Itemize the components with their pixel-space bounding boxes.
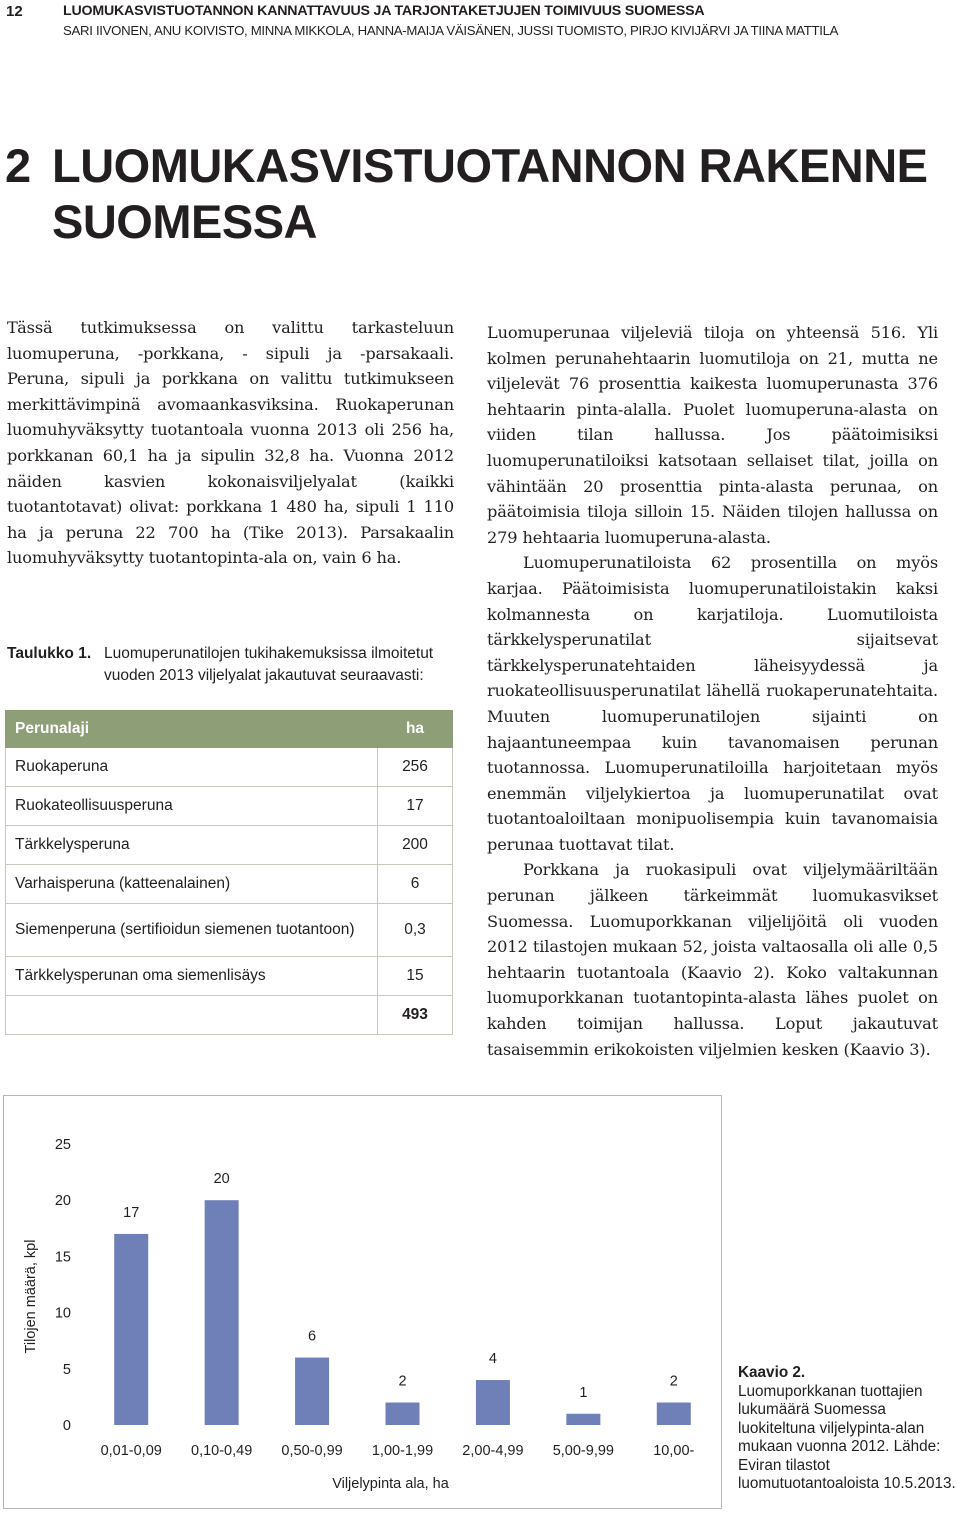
x-tick-label: 1,00-1,99 [371, 1443, 434, 1459]
table-cell-name: Varhaisperuna (katteenalainen) [6, 865, 378, 904]
table-row [6, 957, 453, 996]
x-tick-label: 5,00-9,99 [552, 1443, 614, 1459]
y-tick-label: 10 [54, 1305, 71, 1322]
bar [114, 1234, 148, 1425]
table-caption-text: Luomuperunatilojen tukihakemuksissa ilmoitetut vuoden 2013 viljelyalat jakautuvat seuraavasti: [104, 645, 434, 684]
left-body-text: Tässä tutkimuksessa on valittu tarkasteluun luomuperuna, -porkkana, - sipuli ja -parsakaali. Peruna, sipuli ja porkkana on valittu tutkimukseen merkittävimpinä avomaankasviksina. Ruokaperunan luomuhyväksytty tuotantoala vuonna 2013 oli 256 ha, porkkanan 60,1 ha ja sipulin 32,8 ha. Vuonna 2012 näiden kasvien kokonaisviljelyalat (kaikki tuotantotavat) olivat: porkkana 1 480 ha, sipuli 1 110 ha ja peruna 22 700 ha (Tike 2013). Parsakaalin luomuhyväksytty tuotantopinta-ala on, vain 6 ha. [7, 318, 454, 568]
bar-value-label: 17 [123, 1204, 140, 1221]
page-number: 12 [6, 3, 23, 20]
bar [476, 1380, 510, 1425]
right-body-text [487, 320, 938, 1062]
bar [386, 1403, 420, 1425]
bar [295, 1358, 329, 1425]
table-row [6, 748, 453, 787]
chapter-heading [5, 138, 928, 250]
chart-caption-label: Kaavio 2. [738, 1364, 806, 1381]
bar-value-label: 20 [213, 1171, 230, 1188]
running-authors: SARI IIVONEN, ANU KOIVISTO, MINNA MIKKOLA, HANNA-MAIJA VÄISÄNEN, JUSSI TUOMISTO, PIRJO KIVIJÄRVI JA TIINA MATTILA [63, 23, 839, 38]
potato-area-table [5, 710, 453, 1035]
table-cell-name: Siemenperuna (sertifioidun siemenen tuotantoon) [6, 904, 378, 957]
chapter-number: 2 [5, 139, 31, 192]
chapter-title-line2: SUOMESSA [52, 195, 317, 248]
table-cell-name: Tärkkelysperuna [6, 826, 378, 865]
y-tick-label: 25 [54, 1137, 71, 1153]
bar [657, 1403, 691, 1425]
x-tick-label: 2,00-4,99 [462, 1443, 524, 1459]
table-cell-value: 200 [378, 826, 453, 865]
table-cell-value: 6 [378, 865, 453, 904]
chart-caption [738, 1364, 960, 1494]
table-header-row [6, 711, 453, 748]
table-caption [7, 643, 452, 687]
table-cell-name: Ruokateollisuusperuna [6, 787, 378, 826]
table-row [6, 826, 453, 865]
chart-frame [3, 1095, 722, 1509]
y-axis-label: Tilojen määrä, kpl [23, 1239, 39, 1354]
y-tick-label: 20 [54, 1193, 71, 1210]
table-header-ha: ha [378, 711, 453, 748]
table-row [6, 865, 453, 904]
chapter-title-line1: LUOMUKASVISTUOTANNON RAKENNE [52, 139, 928, 192]
x-tick-label: 0,01-0,09 [100, 1443, 162, 1459]
table-total-row [6, 996, 453, 1035]
bar-value-label: 4 [488, 1351, 497, 1368]
bar-chart [4, 1096, 723, 1510]
table-cell-name: Ruokaperuna [6, 748, 378, 787]
bar-value-label: 6 [308, 1328, 317, 1345]
y-tick-label: 15 [54, 1249, 71, 1266]
chart-caption-text: Luomuporkkanan tuottajien lukumäärä Suomessa luokiteltuna viljelypinta-alan mukaan vuonna 2012. Lähde: Eviran tilastot luomutuotantoaloista 10.5.2013. [738, 1382, 956, 1492]
right-paragraph-1: Luomuperunaa viljeleviä tiloja on yhteensä 516. Yli kolmen perunahehtaarin luomutiloja on 21, mutta ne viljelevät 76 prosenttia kaikesta luomuperunasta 376 hehtaarin pinta-alalla. Puolet luomuperuna-alasta on viiden tilan hallussa. Jos päätoimisiksi luomuperunatiloiksi katsotaan sellaiset tilat, joilla on vähintään 20 prosenttia pinta-alasta perunaa, on päätoimisia tiloja silloin 15. Näiden tilojen hallussa on 279 hehtaaria luomuperuna-alasta. [487, 323, 938, 547]
running-title: LUOMUKASVISTUOTANNON KANNATTAVUUS JA TARJONTAKETJUJEN TOIMIVUUS SUOMESSA [63, 3, 705, 19]
bar [566, 1414, 600, 1425]
y-tick-label: 0 [62, 1418, 71, 1434]
right-paragraph-2: Luomuperunatiloista 62 prosentilla on myös karjaa. Päätoimisista luomuperunatiloistakin kaksi kolmannesta on karjatiloja. Luomutiloista tärkkelysperunatilat sijaitsevat tärkkelysperunatehtaiden läheisyydessä ja ruokateollisuusperunatilat lähellä ruokaperunatehtaita. Muuten luomuperunatilojen sijainti on hajaantuneempaa kuin tavanomaisen perunan tuotannossa. Luomuperunatiloilla harjoitetaan myös enemmän viljelykiertoa ja luomuperunatilat ovat tuotantoaloiltaan monipuolisempia kuin tavanomaisia perunaa tuottavat tilat. [487, 553, 938, 854]
table-total-value: 493 [378, 996, 453, 1035]
x-tick-label: 0,50-0,99 [281, 1443, 343, 1459]
bar-value-label: 2 [398, 1373, 407, 1390]
table-row [6, 904, 453, 957]
x-tick-label: 0,10-0,49 [191, 1443, 253, 1459]
bar [205, 1200, 239, 1425]
bar-value-label: 2 [669, 1373, 678, 1390]
table-cell-value: 17 [378, 787, 453, 826]
table-header-variety: Perunalaji [6, 711, 378, 748]
table-caption-label: Taulukko 1. [7, 645, 92, 662]
table-total-label [6, 996, 378, 1035]
right-paragraph-3: Porkkana ja ruokasipuli ovat viljelymääriltään perunan jälkeen tärkeimmät luomukasvikset Suomessa. Luomuporkkanan viljelijöitä oli vuoden 2012 tilastojen mukaan 52, joista valtaosalla oli alle 0,5 hehtaarin tuotantoala (Kaavio 2). Koko valtakunnan luomuporkkanan tuotantopinta-alasta lähes puolet on kahden toimijan hallussa. Loput jakautuvat tasaisemmin erikokoisten viljelmien kesken (Kaavio 3). [487, 860, 938, 1059]
y-tick-label: 5 [62, 1361, 71, 1378]
table-row [6, 787, 453, 826]
x-tick-label: 10,00- [653, 1443, 695, 1459]
bar-value-label: 1 [579, 1384, 588, 1401]
table-cell-name: Tärkkelysperunan oma siemenlisäys [6, 957, 378, 996]
table-cell-value: 15 [378, 957, 453, 996]
x-axis-label: Viljelypinta ala, ha [332, 1476, 449, 1492]
table-cell-value: 0,3 [378, 904, 453, 957]
table-cell-value: 256 [378, 748, 453, 787]
